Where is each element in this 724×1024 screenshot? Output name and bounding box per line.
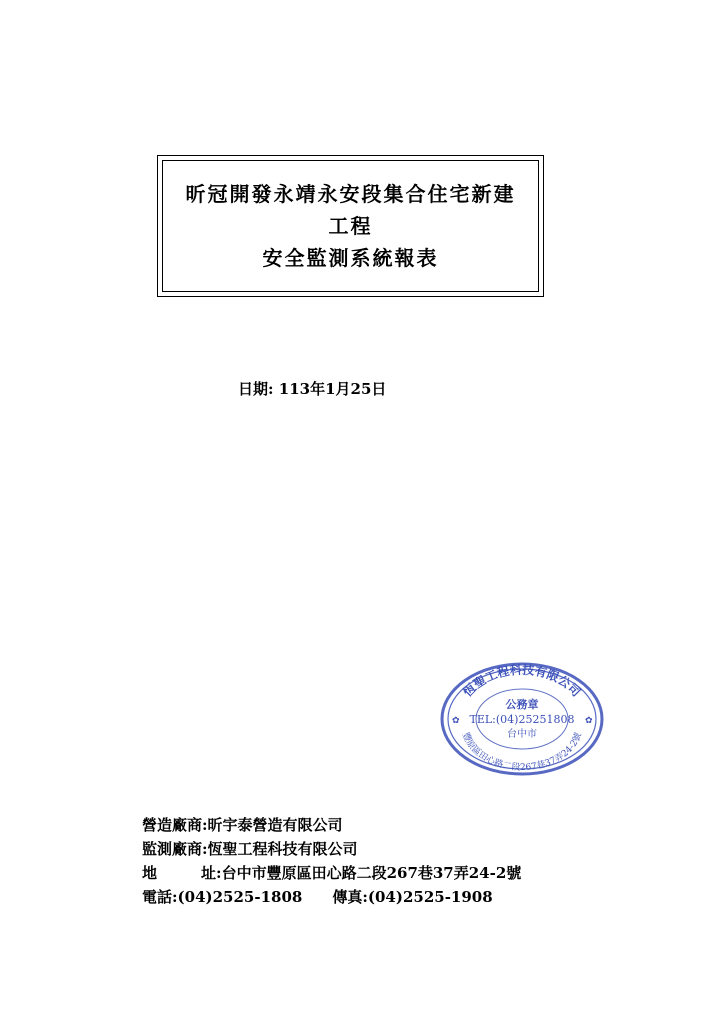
title-line-3: 安全監測系統報表	[262, 246, 439, 270]
phone-value: (04)2525-1808	[177, 888, 303, 906]
contractor-label: 營造廠商:	[142, 816, 208, 834]
seal-tel: TEL:(04)25251808	[469, 713, 575, 726]
seal-address-text: 豐原區田心路二段267巷37弄24-2號	[459, 731, 585, 774]
monitor-label: 監測廠商:	[142, 840, 208, 858]
title-box	[157, 155, 544, 297]
contractor-row	[142, 813, 521, 837]
company-seal	[438, 660, 606, 778]
address-row	[142, 861, 521, 885]
seal-graphic	[438, 660, 606, 778]
fax-label: 傳真:	[332, 888, 368, 906]
monitor-row	[142, 837, 521, 861]
report-date	[238, 378, 386, 399]
phone-label: 電話:	[142, 888, 178, 906]
monitor-value: 恆聖工程科技有限公司	[207, 840, 358, 858]
address-label-a: 地	[142, 864, 158, 882]
title-line-2: 工程	[328, 214, 373, 238]
seal-right-flower-icon: ✿	[585, 716, 593, 726]
contact-row	[142, 885, 521, 909]
seal-company-text: 恆聖工程科技有限公司	[460, 662, 584, 700]
company-info	[142, 813, 521, 909]
fax-value: (04)2525-1908	[367, 888, 493, 906]
title-box-inner	[162, 160, 539, 292]
address-value: 台中市豐原區田心路二段267巷37弄24-2號	[221, 864, 522, 882]
contractor-value: 昕宇泰營造有限公司	[207, 816, 343, 834]
seal-left-flower-icon: ✿	[452, 716, 460, 726]
address-label-b: 址:	[201, 864, 222, 882]
title-line-1: 昕冠開發永靖永安段集合住宅新建	[185, 182, 516, 206]
date-label: 日期:	[238, 380, 274, 398]
date-value: 113年1月25日	[278, 380, 387, 398]
seal-city: 台中市	[507, 729, 537, 740]
seal-name: 公務章	[505, 698, 539, 711]
